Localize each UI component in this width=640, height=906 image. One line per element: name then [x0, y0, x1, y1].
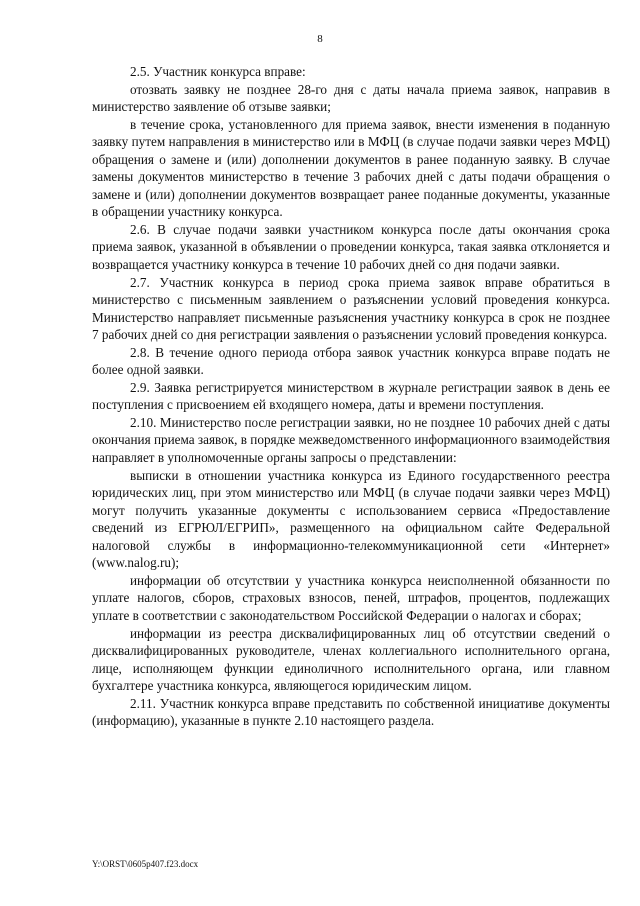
footer-file-path: Y:\ORST\0605p407.f23.docx: [92, 859, 199, 869]
paragraph-2-9: 2.9. Заявка регистрируется министерством в журнале регистрации заявок в день ее поступления с присвоением ей входящего номера, даты и времени поступления.: [92, 379, 610, 413]
paragraph-2-5: 2.5. Участник конкурса вправе:: [130, 64, 306, 79]
paragraph-2-11: 2.11. Участник конкурса вправе представить по собственной инициативе документы (информацию), указанные в пункте 2.10 настоящего раздела.: [92, 695, 610, 729]
paragraph-2-7: 2.7. Участник конкурса в период срока приема заявок вправе обратиться в министерство с письменным заявлением о разъяснении условий проведения конкурса. Министерство направляет письменные разъяснения участнику конкурса в срок не позднее 7 рабочих дней со дня регистрации заявления о разъяснении условий проведения конкурса.: [92, 274, 610, 343]
paragraph-2-10-disqualified: информации из реестра дисквалифицированных лиц об отсутствии сведений о дисквалифицированных руководителе, членах коллегиального исполнительного органа, лице, исполняющем функции единоличного исполнительного органа, или главном бухгалтере участника конкурса, являющегося юридическим лицом.: [92, 625, 610, 694]
paragraph-2-10-taxes: информации об отсутствии у участника конкурса неисполненной обязанности по уплате налогов, сборов, страховых взносов, пеней, штрафов, процентов, подлежащих уплате в соответствии с законодательством Российской Федерации о налогах и сборах;: [92, 572, 610, 623]
paragraph-2-8: 2.8. В течение одного периода отбора заявок участник конкурса вправе подать не более одной заявки.: [92, 344, 610, 378]
document-body: [92, 63, 610, 730]
paragraph-2-10-egrul: выписки в отношении участника конкурса из Единого государственного реестра юридических лиц, при этом министерство или МФЦ (в случае подачи заявки через МФЦ) могут получить указанные документы с использованием сервиса «Предоставление сведений из ЕГРЮЛ/ЕГРИП», размещенного на официальном сайте Федеральной налоговой службы в информационно-телекоммуникационной сети «Интернет» (www.nalog.ru);: [92, 467, 610, 571]
paragraph-2-6: 2.6. В случае подачи заявки участником конкурса после даты окончания срока приема заявок, указанной в объявлении о проведении конкурса, такая заявка отклоняется и возвращается участнику конкурса в течение 10 рабочих дней со дня подачи заявки.: [92, 221, 610, 273]
paragraph-2-5-amend: в течение срока, установленного для приема заявок, внести изменения в поданную заявку путем направления в министерство или в МФЦ (в случае подачи заявки через МФЦ) обращения о замене и (или) дополнении документов в ранее поданную заявку. В случае замены документов министерство в течение 3 рабочих дней с даты подачи обращения о замене и (или) дополнении документов возвращает ранее поданные документы, указанные в обращении участнику конкурса.: [92, 116, 610, 220]
paragraph-2-10: 2.10. Министерство после регистрации заявки, но не позднее 10 рабочих дней с даты окончания приема заявок, в порядке межведомственного информационного взаимодействия направляет в уполномоченные органы запросы о представлении:: [92, 414, 611, 466]
paragraph-2-5-withdraw: отозвать заявку не позднее 28-го дня с даты начала приема заявок, направив в министерство заявление об отзыве заявки;: [92, 81, 610, 115]
page-number: 8: [317, 33, 323, 45]
